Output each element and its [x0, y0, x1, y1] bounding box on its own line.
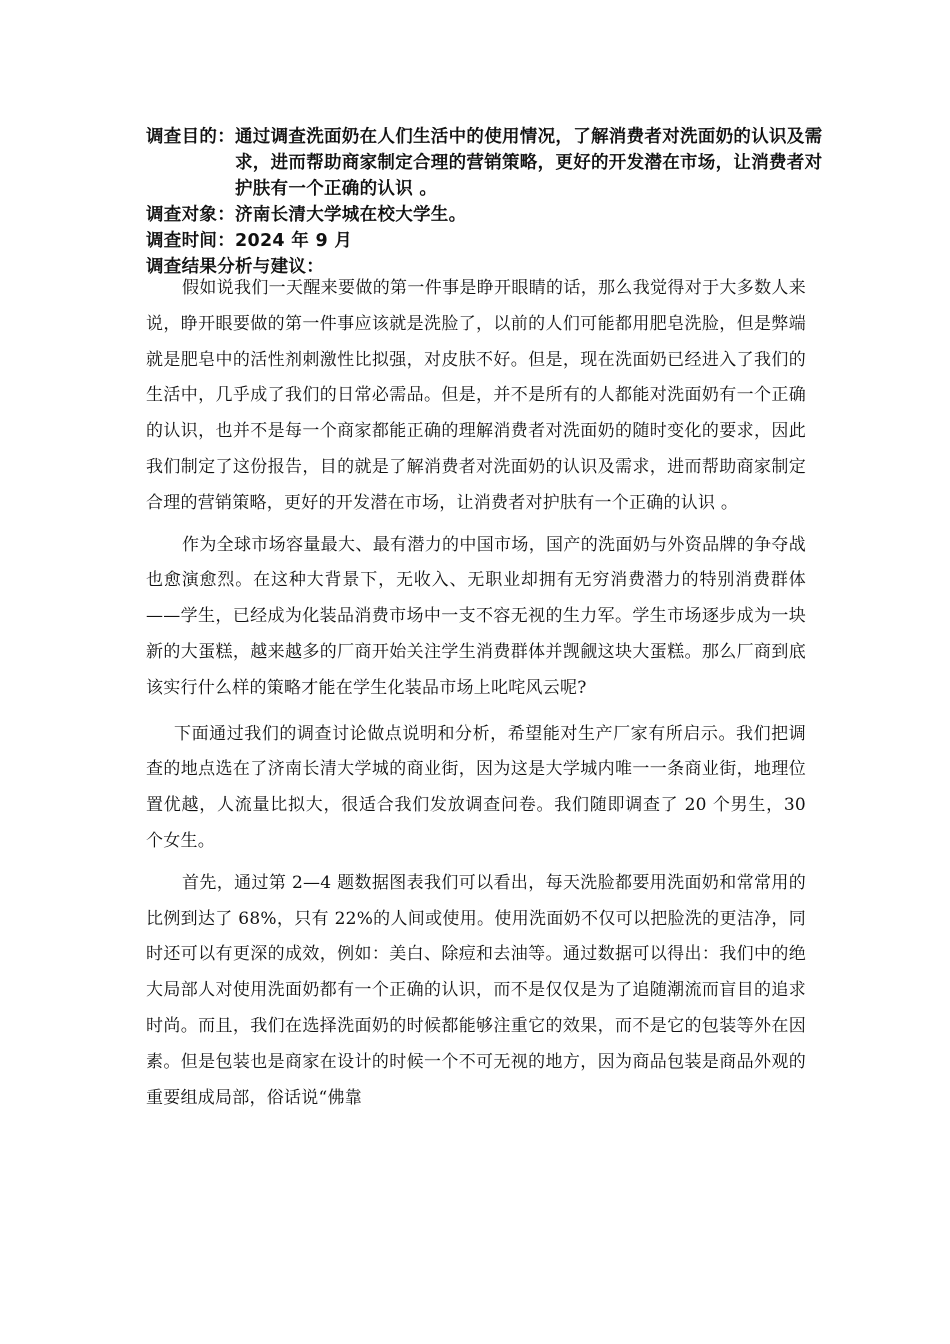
time-row: [146, 228, 826, 254]
time-text: 2024 年 9 月: [235, 231, 353, 251]
purpose-text: 通过调查洗面奶在人们生活中的使用情况，了解消费者对洗面奶的认识及需求，进而帮助商家制定合理的营销策略，更好的开发潜在市场，让消费者对护肤有一个正确的认识 。: [235, 127, 823, 199]
paragraph-intro: 假如说我们一天醒来要做的第一件事是睁开眼睛的话，那么我觉得对于大多数人来说，睁开眼要做的第一件事应该就是洗脸了，以前的人们可能都用肥皂洗脸，但是弊端就是肥皂中的活性剂刺激性比拟强，对皮肤不好。但是，现在洗面奶已经进入了我们的生活中，几乎成了我们的日常必需品。但是，并不是所有的人都能对洗面奶有一个正确的认识，也并不是每一个商家都能正确的理解消费者对洗面奶的随时变化的要求，因此我们制定了这份报告，目的就是了解消费者对洗面奶的认识及需求，进而帮助商家制定合理的营销策略，更好的开发潜在市场，让消费者对护肤有一个正确的认识 。: [146, 278, 806, 513]
paragraph-market: 作为全球市场容量最大、最有潜力的中国市场，国产的洗面奶与外资品牌的争夺战也愈演愈烈。在这种大背景下，无收入、无职业却拥有无穷消费潜力的特别消费群体——学生，已经成为化装品消费市场中一支不容无视的生力军。学生市场逐步成为一块新的大蛋糕，越来越多的厂商开始关注学生消费群体并觊觎这块大蛋糕。那么厂商到底该实行什么样的策略才能在学生化装品市场上叱咤风云呢?: [146, 534, 806, 698]
survey-header: [146, 124, 826, 280]
purpose-label: 调查目的：: [146, 127, 235, 147]
paragraph-findings: 首先，通过第 2—4 题数据图表我们可以看出，每天洗脸都要用洗面奶和常常用的比例到达了 68%，只有 22%的人间或使用。使用洗面奶不仅可以把脸洗的更洁净，同时还可以有更深的成效，例如：美白、除痘和去油等。通过数据可以得出：我们中的绝大局部人对使用洗面奶都有一个正确的认识，而不是仅仅是为了追随潮流而盲目的追求时尚。而且，我们在选择洗面奶的时候都能够注重它的效果，而不是它的包装等外在因素。但是包装也是商家在设计的时候一个不可无视的地方，因为商品包装是商品外观的重要组成局部，俗话说“佛靠: [146, 872, 806, 1108]
target-text: 济南长清大学城在校大学生。: [235, 205, 467, 225]
target-label: 调查对象：: [146, 205, 235, 225]
paragraph-method: 下面通过我们的调查讨论做点说明和分析，希望能对生产厂家有所启示。我们把调查的地点选在了济南长清大学城的商业街，因为这是大学城内唯一一条商业街，地理位置优越，人流量比拟大，很适合我们发放调查问卷。我们随即调查了 20 个男生，30 个女生。: [146, 723, 806, 851]
analysis-heading: 调查结果分析与建议：: [146, 257, 324, 277]
time-label: 调查时间：: [146, 231, 235, 251]
purpose-row: [146, 124, 826, 202]
target-row: [146, 202, 826, 228]
report-body: [146, 271, 806, 1116]
